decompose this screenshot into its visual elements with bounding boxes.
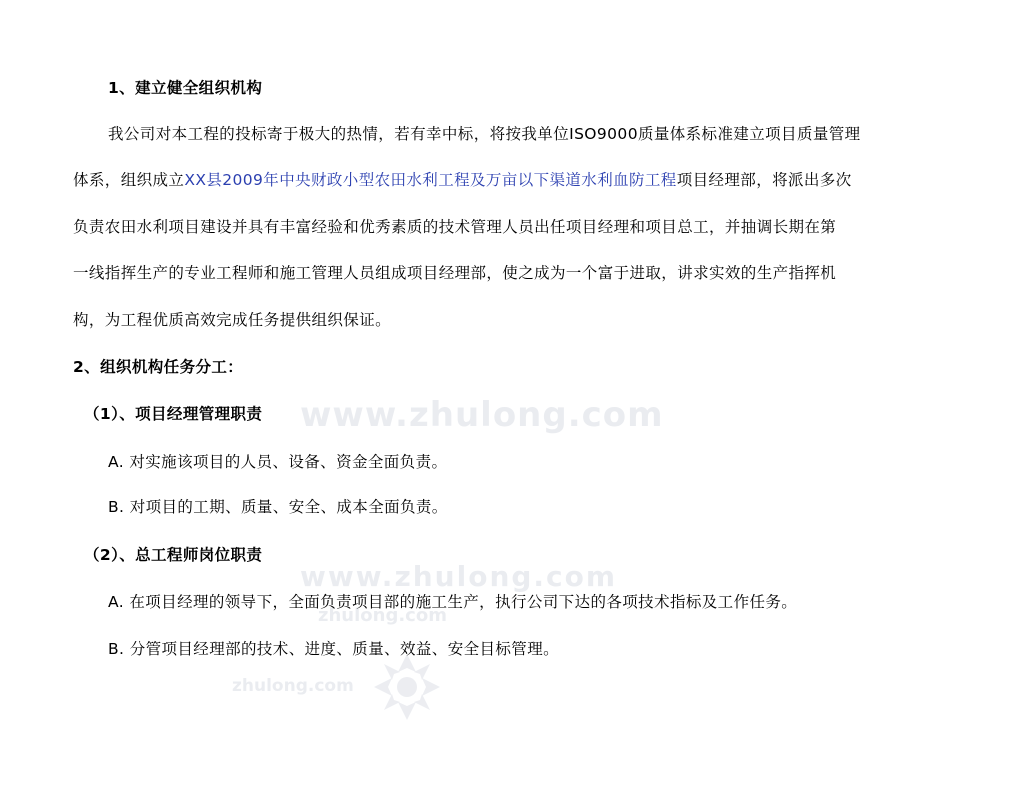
- project-name-link[interactable]: XX县2009年中央财政小型农田水利工程及万亩以下渠道水利血防工程: [184, 171, 677, 189]
- paragraph-line: [73, 170, 852, 190]
- list-item: B. 对项目的工期、质量、安全、成本全面负责。: [108, 498, 448, 516]
- paragraph-text: 体系，组织成立: [73, 171, 185, 189]
- list-item: B. 分管项目经理部的技术、进度、质量、效益、安全目标管理。: [108, 640, 559, 658]
- paragraph-line: 负责农田水利项目建设并具有丰富经验和优秀素质的技术管理人员出任项目经理和项目总工，并抽调长期在第: [73, 218, 837, 236]
- subsection-title-2: （2）、总工程师岗位职责: [84, 546, 263, 564]
- section-heading-1: 1、建立健全组织机构: [108, 79, 263, 97]
- paragraph-line: 我公司对本工程的投标寄于极大的热情，若有幸中标，将按我单位ISO9000质量体系标准建立项目质量管理: [108, 125, 861, 143]
- list-item: A. 在项目经理的领导下，全面负责项目部的施工生产，执行公司下达的各项技术指标及工作任务。: [108, 593, 798, 611]
- watermark-text: www.zhulong.com: [300, 395, 664, 435]
- paragraph-line: 一线指挥生产的专业工程师和施工管理人员组成项目经理部，使之成为一个富于进取，讲求实效的生产指挥机: [73, 264, 837, 282]
- zhulong-logo-icon: [372, 652, 442, 722]
- watermark-text: www.zhulong.com: [300, 560, 618, 593]
- subsection-title-1: （1）、项目经理管理职责: [84, 405, 263, 423]
- section-heading-2: 2、组织机构任务分工：: [73, 358, 244, 376]
- list-item: A. 对实施该项目的人员、设备、资金全面负责。: [108, 453, 448, 471]
- watermark-text: zhulong.com: [232, 676, 354, 696]
- paragraph-line: 构，为工程优质高效完成任务提供组织保证。: [73, 311, 392, 329]
- paragraph-text: 项目经理部，将派出多次: [676, 171, 852, 189]
- watermark-text: zhulong.com: [318, 605, 447, 626]
